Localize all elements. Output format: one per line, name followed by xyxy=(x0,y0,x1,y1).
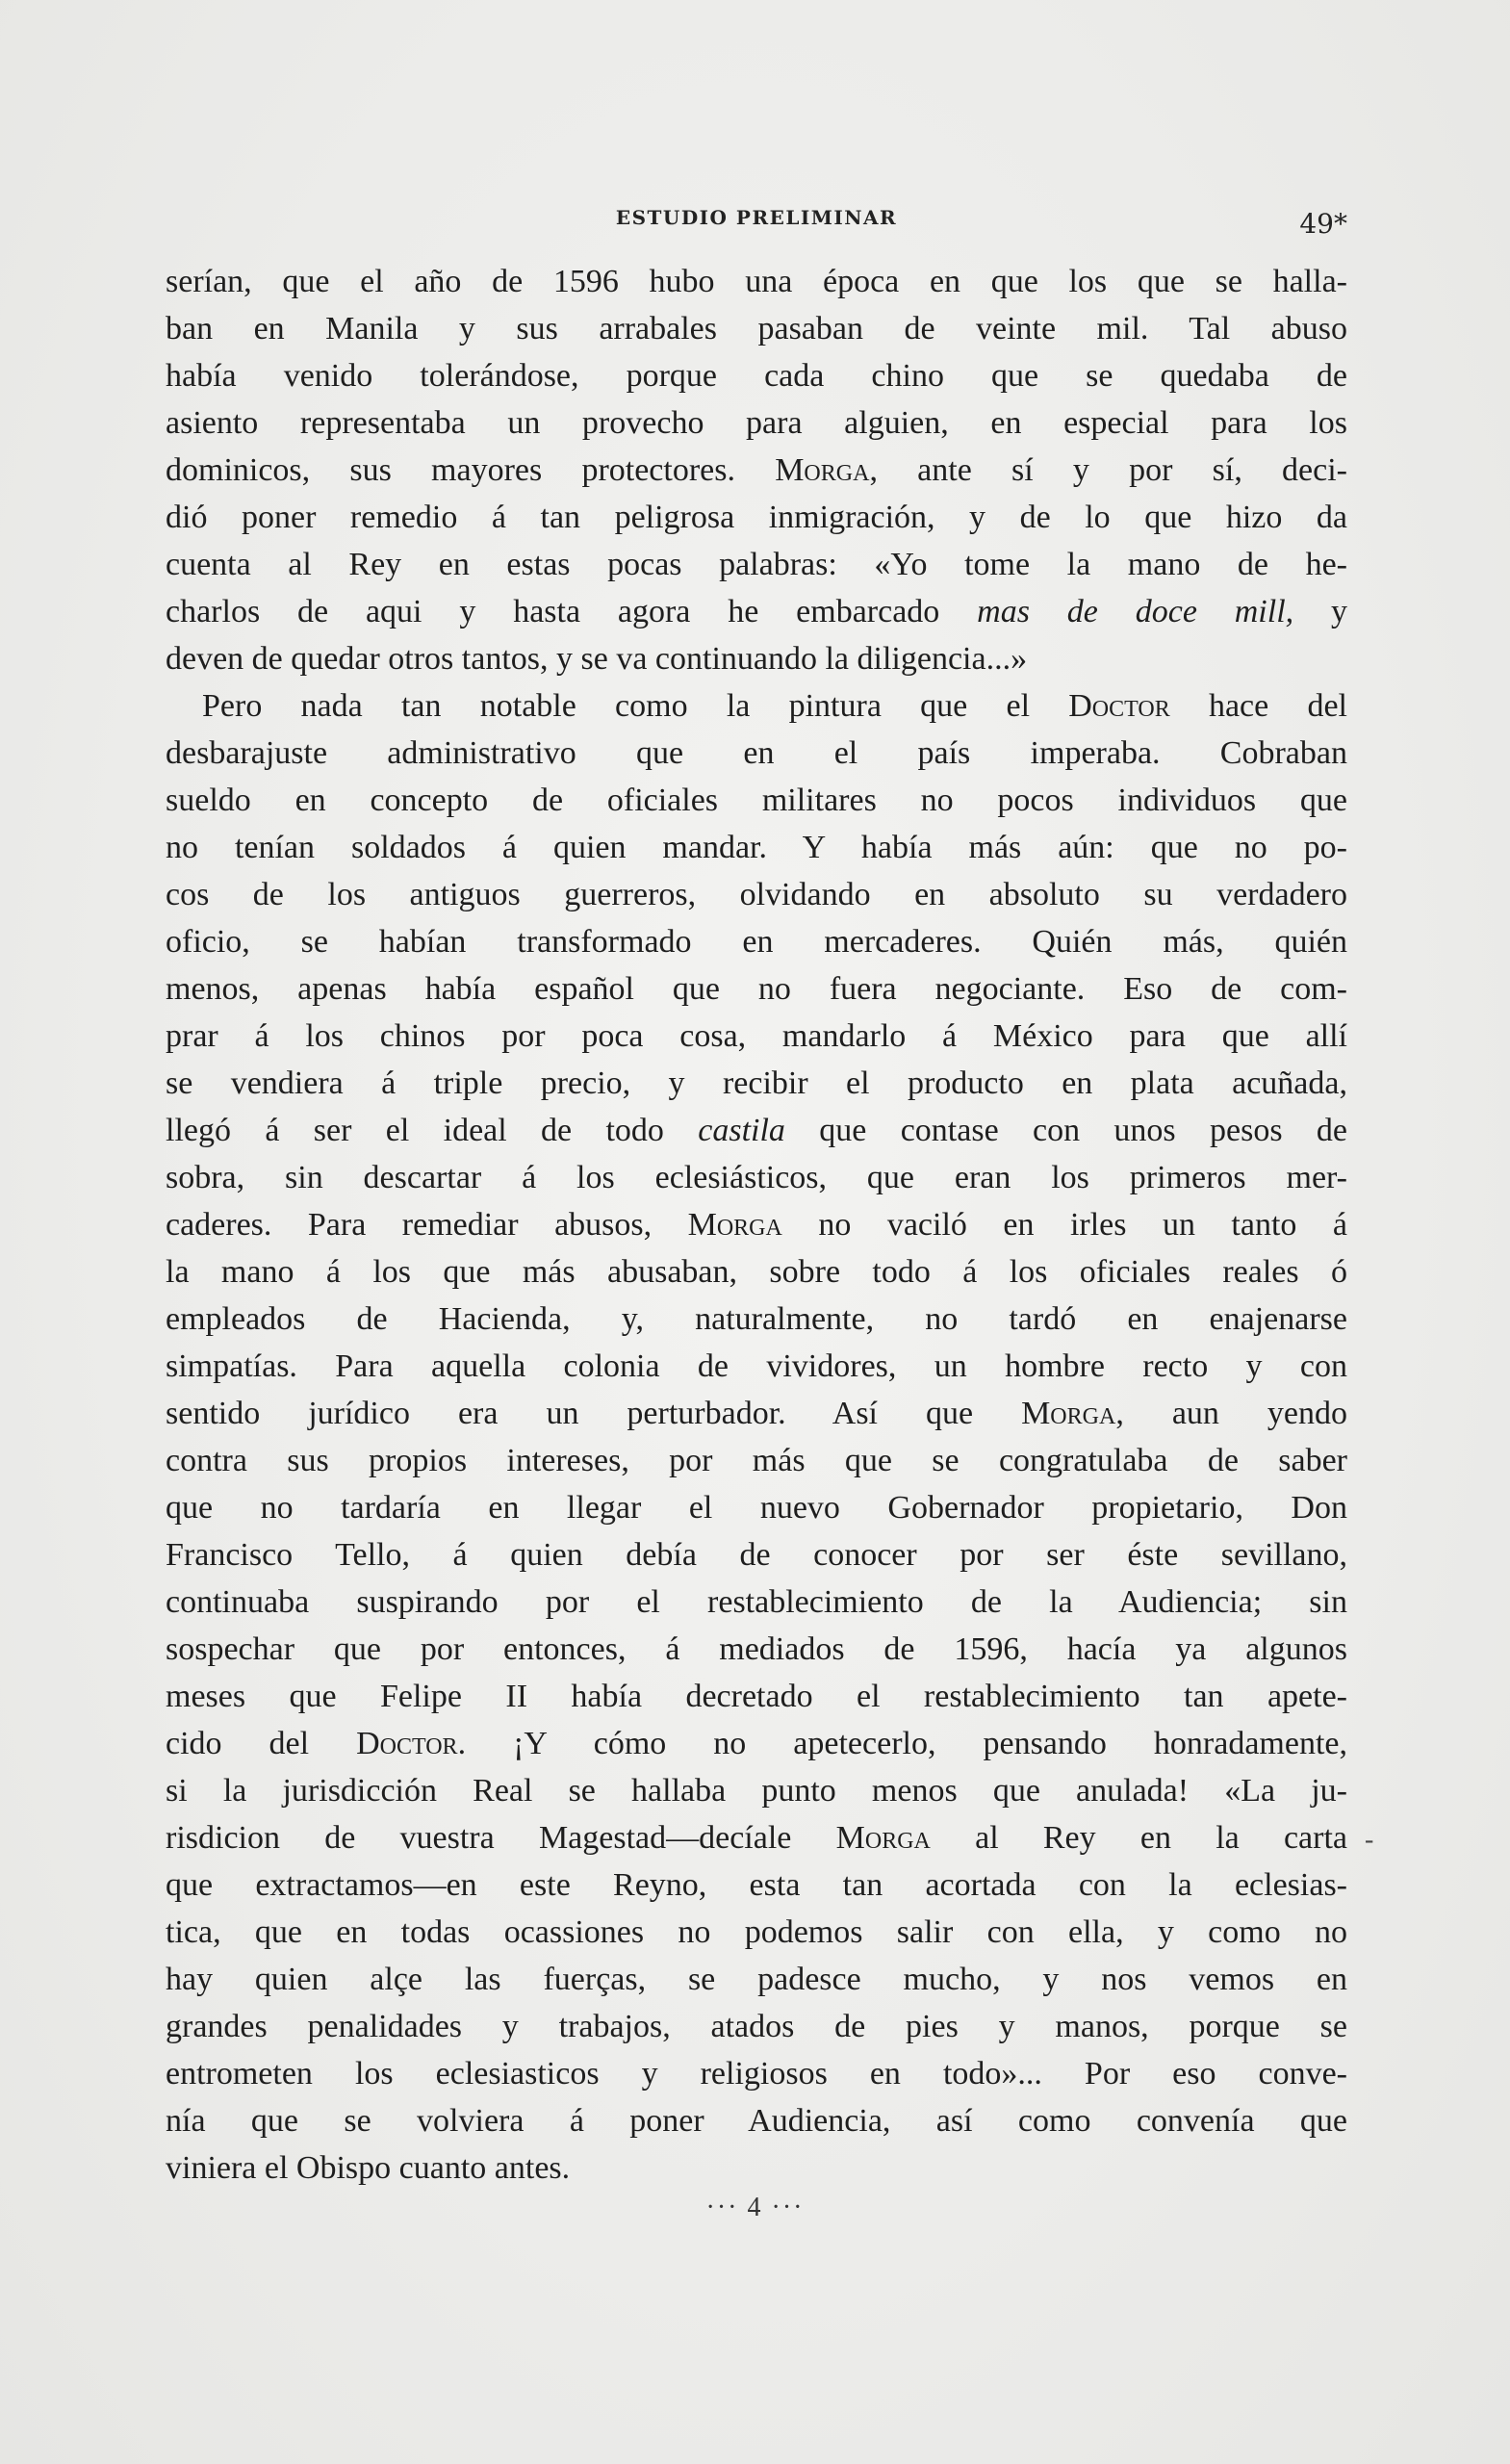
text-line: charlos de aqui y hasta agora he embarcado mas de doce mill, y xyxy=(166,594,1348,629)
running-head xyxy=(166,200,1347,239)
text-line: sobra, sin descartar á los eclesiásticos, que eran los primeros mer- xyxy=(166,1160,1347,1195)
text-line: cido del Doctor. ¡Y cómo no apetecerlo, pensando honradamente, xyxy=(166,1726,1347,1761)
text-line: sospechar que por entonces, á mediados de 1596, hacía ya algunos xyxy=(166,1631,1347,1667)
text-line: oficio, se habían transformado en mercaderes. Quién más, quién xyxy=(166,924,1347,960)
text-line: Francisco Tello, á quien debía de conocer por ser éste sevillano, xyxy=(166,1537,1347,1573)
text-line: nía que se volviera á poner Audiencia, así como convenía que xyxy=(166,2103,1347,2139)
text-line: que no tardaría en llegar el nuevo Gobernador propietario, Don xyxy=(166,1490,1347,1526)
author-name: Morga xyxy=(835,1820,931,1856)
running-title: ESTUDIO PRELIMINAR xyxy=(615,206,898,229)
text-line: viniera el Obispo cuanto antes. xyxy=(166,2150,571,2186)
text-line: desbarajuste administrativo que en el país imperaba. Cobraban xyxy=(166,735,1347,771)
text-line: sentido jurídico era un perturbador. Así que Morga, aun yendo xyxy=(166,1396,1347,1431)
text-line: caderes. Para remediar abusos, Morga no vaciló en irles un tanto á xyxy=(166,1207,1347,1243)
text-line: dió poner remedio á tan peligrosa inmigración, y de lo que hizo da xyxy=(166,500,1347,535)
text-line: no tenían soldados á quien mandar. Y había más aún: que no po- xyxy=(166,830,1347,865)
text-line: simpatías. Para aquella colonia de vividores, un hombre recto y con xyxy=(166,1348,1347,1384)
text-line: Pero nada tan notable como la pintura que el Doctor hace del xyxy=(202,688,1347,724)
text-line: si la jurisdicción Real se hallaba punto menos que anulada! «La ju- xyxy=(166,1773,1347,1809)
text-line: hay quien alçe las fuerças, se padesce mucho, y nos vemos en xyxy=(166,1962,1347,1997)
text-line: risdicion de vuestra Magestad—decíale Morga al Rey en la carta xyxy=(166,1820,1347,1856)
title-word: Doctor xyxy=(356,1726,458,1761)
signature-mark: ··· 4 ··· xyxy=(705,2193,805,2222)
text-line: empleados de Hacienda, y, naturalmente, no tardó en enajenarse xyxy=(166,1301,1347,1337)
text-line: meses que Felipe II había decretado el restablecimiento tan apete- xyxy=(166,1679,1347,1714)
body-text xyxy=(166,258,1347,2192)
text-line: la mano á los que más abusaban, sobre todo á los oficiales reales ó xyxy=(166,1254,1347,1290)
author-name: Morga xyxy=(775,452,870,488)
text-line: dominicos, sus mayores protectores. Morga, ante sí y por sí, deci- xyxy=(166,452,1347,488)
text-line: había venido tolerándose, porque cada chino que se quedaba de xyxy=(166,358,1347,394)
text-line: tica, que en todas ocassiones no podemos salir con ella, y como no xyxy=(166,1914,1347,1950)
text-line: entrometen los eclesiasticos y religiosos en todo»... Por eso conve- xyxy=(166,2056,1347,2092)
text-line: serían, que el año de 1596 hubo una época en que los que se halla- xyxy=(166,264,1347,299)
text-line: sueldo en concepto de oficiales militares no pocos individuos que xyxy=(166,783,1347,818)
text-line: llegó á ser el ideal de todo castila que contase con unos pesos de xyxy=(166,1113,1347,1148)
text-line: cuenta al Rey en estas pocas palabras: «Yo tome la mano de he- xyxy=(166,547,1347,582)
author-name: Morga xyxy=(1021,1396,1116,1431)
text-line: asiento representaba un provecho para alguien, en especial para los xyxy=(166,405,1347,441)
text-line: deven de quedar otros tantos, y se va continuando la diligencia...» xyxy=(166,641,1028,677)
text-line: se vendiera á triple precio, y recibir el producto en plata acuñada, xyxy=(166,1065,1347,1101)
text-line: ban en Manila y sus arrabales pasaban de veinte mil. Tal abuso xyxy=(166,311,1347,346)
text-line: contra sus propios intereses, por más que se congratulaba de saber xyxy=(166,1443,1347,1478)
text-line: cos de los antiguos guerreros, olvidando en absoluto su verdadero xyxy=(166,877,1347,912)
title-word: Doctor xyxy=(1068,688,1170,724)
margin-mark: - xyxy=(1365,1825,1374,1855)
author-name: Morga xyxy=(687,1207,782,1243)
text-line: continuaba suspirando por el restablecimiento de la Audiencia; sin xyxy=(166,1584,1347,1620)
text-line: prar á los chinos por poca cosa, mandarlo á México para que allí xyxy=(166,1018,1347,1054)
text-line: que extractamos—en este Reyno, esta tan acortada con la eclesias- xyxy=(166,1867,1347,1903)
text-line: grandes penalidades y trabajos, atados de pies y manos, porque se xyxy=(166,2009,1347,2044)
page-number: 49* xyxy=(1299,208,1347,240)
text-line: menos, apenas había español que no fuera negociante. Eso de com- xyxy=(166,971,1347,1007)
italic-phrase: castila xyxy=(698,1113,785,1148)
italic-phrase: mas de doce mill, xyxy=(977,594,1294,629)
